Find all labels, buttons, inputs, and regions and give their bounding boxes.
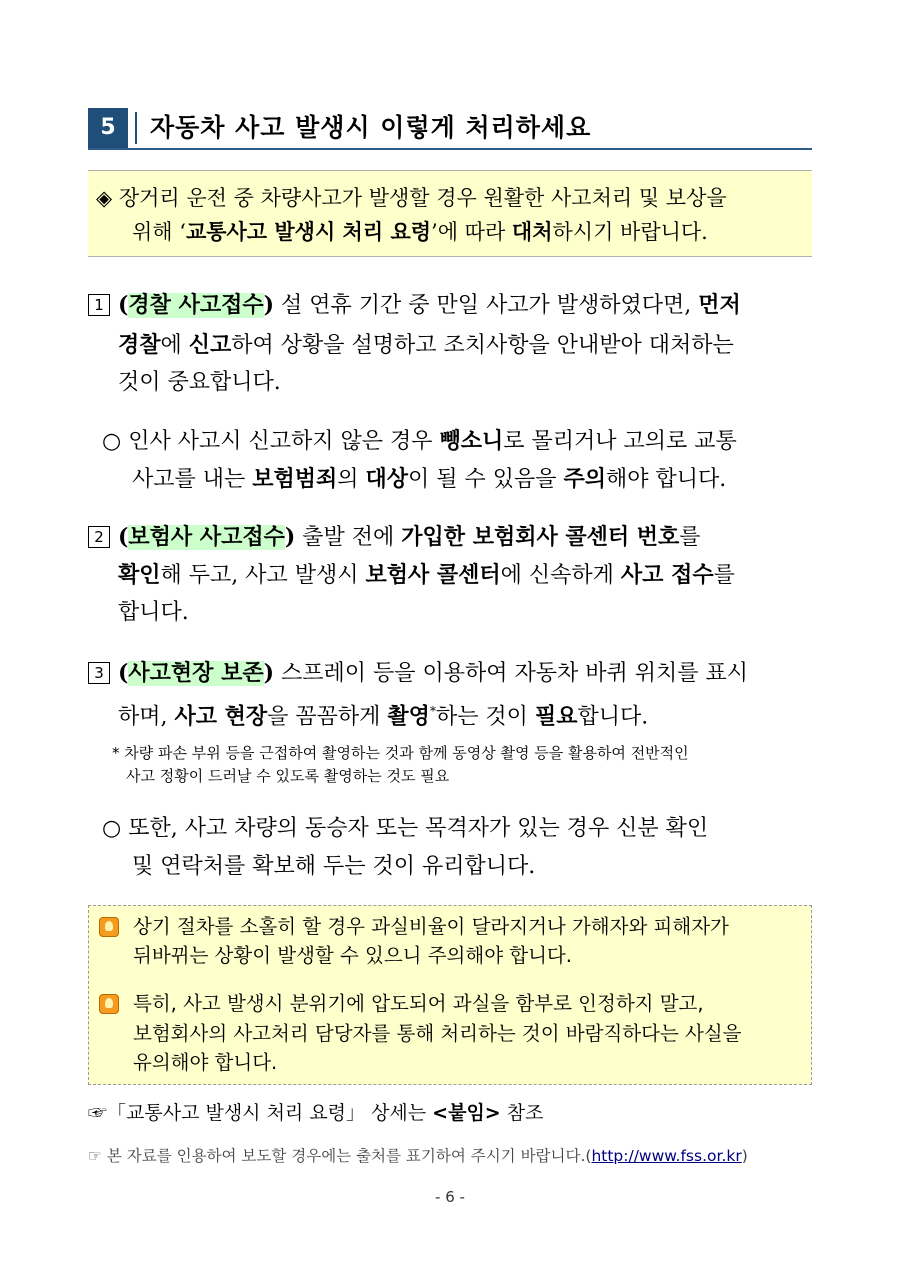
item3-tag: 사고현장 보존: [128, 661, 264, 686]
item-number-box: 3: [88, 662, 110, 684]
item1-line-3: 것이 중요합니다.: [118, 370, 281, 395]
item-number-box: 2: [88, 526, 110, 548]
item1-line-2: 경찰에 신고하여 상황을 설명하고 조치사항을 안내받아 대처하는: [118, 332, 734, 358]
warning-2-line-2: 보험회사의 사고처리 담당자를 통해 처리하는 것이 바람직하다는 사실을: [133, 1022, 742, 1045]
intro-box: [88, 170, 812, 257]
item3-line-1: 3 (사고현장 보존) 스프레이 등을 이용하여 자동차 바퀴 위치를 표시: [88, 656, 748, 691]
item2-line-3: 합니다.: [118, 600, 189, 625]
warning-2-line-1: 특히, 사고 발생시 분위기에 압도되어 과실을 함부로 인정하지 말고,: [133, 992, 704, 1015]
sub1-line-2: 사고를 내는 보험범죄의 대상이 될 수 있음을 주의해야 합니다.: [132, 466, 727, 492]
footnote-line-2: 사고 정황이 드러날 수 있도록 촬영하는 것도 필요: [126, 767, 450, 785]
circle-bullet-icon: ○: [102, 816, 122, 841]
item2-line-2: 확인해 두고, 사고 발생시 보험사 콜센터에 신속하게 사고 접수를: [118, 562, 735, 588]
diamond-bullet-icon: ◈: [96, 186, 113, 210]
section-divider: [135, 112, 137, 144]
fss-website-link[interactable]: http://www.fss.or.kr: [591, 1147, 742, 1165]
warning-1-line-2: 뒤바뀌는 상황이 발생할 수 있으니 주의해야 합니다.: [133, 944, 572, 967]
item3-line-2: 하며, 사고 현장을 꼼꼼하게 촬영*하는 것이 필요합니다.: [118, 703, 649, 730]
warning-box: [88, 905, 812, 1085]
footnote-line-1: * 차량 파손 부위 등을 근접하여 촬영하는 것과 함께 동영상 촬영 등을 활용하여 전반적인: [112, 744, 689, 762]
item2-tag: 보험사 사고접수: [128, 525, 285, 550]
warning-2-line-3: 유의해야 합니다.: [133, 1051, 278, 1074]
page-number: - 6 -: [435, 1188, 465, 1206]
item1-line-1: 1 (경찰 사고접수) 설 연휴 기간 중 만일 사고가 발생하였다면, 먼저: [88, 288, 741, 323]
warning-1-line-1: 상기 절차를 소홀히 할 경우 과실비율이 달라지거나 가해자와 피해자가: [133, 915, 729, 938]
item2-line-1: 2 (보험사 사고접수) 출발 전에 가입한 보험회사 콜센터 번호를: [88, 520, 701, 555]
sub2-line-1: ○ 또한, 사고 차량의 동승자 또는 목격자가 있는 경우 신분 확인: [102, 816, 709, 841]
section-header: [88, 108, 812, 150]
item-number-box: 1: [88, 294, 110, 316]
intro-line-2: 위해 ‘교통사고 발생시 처리 요령’에 따라 대처하시기 바랍니다.: [132, 219, 708, 244]
section-title: 자동차 사고 발생시 이렇게 처리하세요: [150, 113, 592, 142]
lightbulb-icon: [99, 994, 119, 1014]
item1-tag: 경찰 사고접수: [128, 293, 264, 318]
citation-notice: ☞ 본 자료를 인용하여 보도할 경우에는 출처를 표기하여 주시기 바랍니다.(http://www.fss.or.kr): [88, 1147, 748, 1165]
reference-line: ☞「교통사고 발생시 처리 요령」 상세는 <붙임> 참조: [88, 1102, 544, 1124]
pointing-hand-icon: ☞: [88, 1102, 108, 1124]
sub2-line-2: 및 연락처를 확보해 두는 것이 유리합니다.: [132, 854, 536, 879]
pointing-hand-icon: ☞: [88, 1147, 102, 1165]
sub1-line-1: ○ 인사 사고시 신고하지 않은 경우 뺑소니로 몰리거나 고의로 교통: [102, 428, 737, 454]
intro-line-1: ◈ 장거리 운전 중 차량사고가 발생할 경우 원활한 사고처리 및 보상을: [96, 186, 727, 210]
circle-bullet-icon: ○: [102, 429, 122, 454]
lightbulb-icon: [99, 917, 119, 937]
section-number: 5: [88, 108, 128, 148]
